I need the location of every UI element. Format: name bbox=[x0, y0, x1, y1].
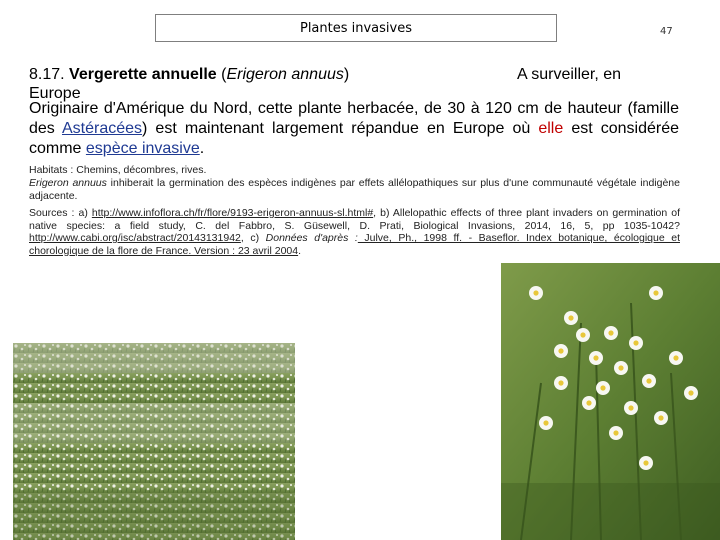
latin-name: Erigeron annuus bbox=[226, 66, 344, 83]
header-box bbox=[155, 14, 557, 42]
source-link-infoflora[interactable]: http://www.infoflora.ch/fr/flore/9193-erigeron-annuus-sl.html# bbox=[91, 207, 374, 219]
allelopathy-paragraph: Erigeron annuus inhiberait la germination des espèces indigènes par effets allélopathiques sur plus d'une communauté végétale indigène adjacente. bbox=[29, 177, 680, 202]
family-link[interactable]: Astéracées bbox=[61, 120, 143, 137]
highlight-word: elle bbox=[538, 120, 564, 137]
page-number: 47 bbox=[660, 26, 673, 37]
flower-closeup-image bbox=[501, 263, 720, 540]
status-wrap: Europe bbox=[29, 85, 81, 102]
sources-paragraph: Sources : a) http://www.infoflora.ch/fr/flore/9193-erigeron-annuus-sl.html#, b) Allelopathic effects of three plant invaders on germination of native species: a field study, C. del Fabbro, S. Güsewell, D. Prati, Biological Invasions, 2014, 16, 5, pp 1035-1042? http://www.cabi.org/isc/abstract/20143131942, c) Données d'après : Julve, Ph., 1998 ff. - Baseflor. Index botanique, écologique et chorologique de la flore de France. Version : 23 avril 2004. bbox=[29, 207, 680, 257]
species-title: 8.17. Vergerette annuelle (Erigeron annuus) bbox=[29, 66, 350, 83]
source-link-baseflor[interactable]: Julve, Ph., 1998 ff. - Baseflor. Index botanique, écologique et chorologique de la flore de France. Version : 23 avril 2004 bbox=[29, 232, 680, 257]
source-link-cabi[interactable]: http://www.cabi.org/isc/abstract/20143131942 bbox=[29, 232, 241, 244]
header-title: Plantes invasives bbox=[299, 21, 413, 36]
status-label: A surveiller, en bbox=[517, 66, 622, 83]
invasive-species-link[interactable]: espèce invasive bbox=[85, 140, 200, 157]
meadow-photo bbox=[13, 343, 295, 540]
flower-closeup-photo bbox=[501, 263, 720, 540]
habitats-line: Habitats : Chemins, décombres, rives. bbox=[29, 164, 207, 176]
common-name: Vergerette annuelle bbox=[69, 66, 217, 83]
meadow-photo-image bbox=[13, 343, 295, 540]
intro-paragraph: Originaire d'Amérique du Nord, cette plante herbacée, de 30 à 120 cm de hauteur (famille des Astéracées) est maintenant largement répandue en Europe où elle est considérée comme espèce invasive. bbox=[29, 100, 679, 157]
section-number: 8.17. bbox=[29, 66, 65, 83]
